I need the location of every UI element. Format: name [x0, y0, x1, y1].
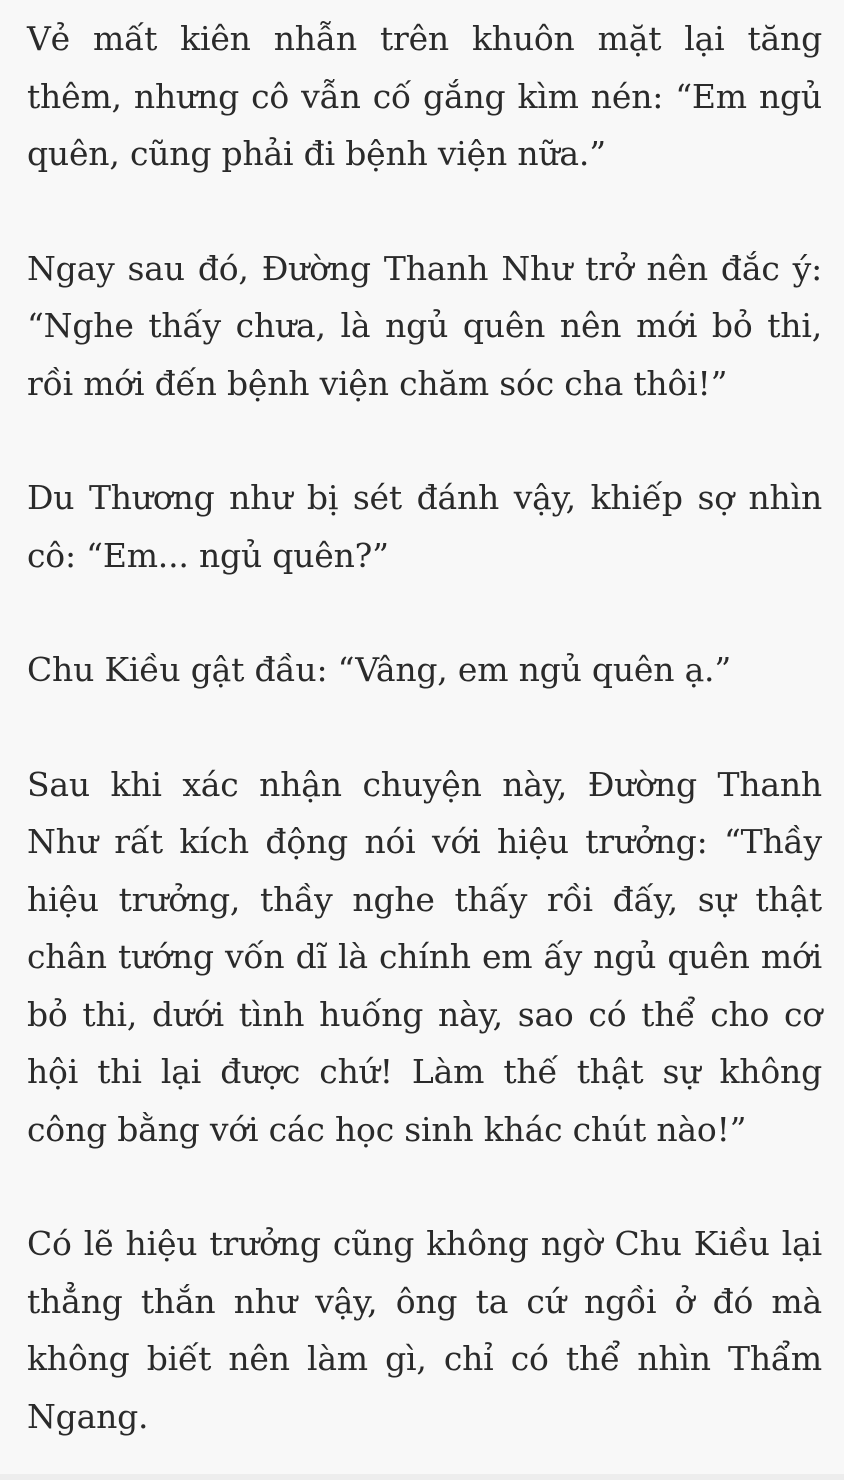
paragraph-3: Du Thương như bị sét đánh vậy, khiếp sợ nhìn cô: “Em... ngủ quên?”: [27, 478, 822, 575]
paragraph-4: Chu Kiều gật đầu: “Vâng, em ngủ quên ạ.”: [27, 650, 731, 689]
paragraph-5: Sau khi xác nhận chuyện này, Đường Thanh Như rất kích động nói với hiệu trưởng: “Thầy hiệu trưởng, thầy nghe thấy rồi đấy, sự thật chân tướng vốn dĩ là chính em ấy ngủ quên mới bỏ thi, dưới tình huống này, sao có thể cho cơ hội thi lại được chứ! Làm thế thật sự không công bằng với các học sinh khác chút nào!”: [27, 764, 822, 1149]
paragraph-1: Vẻ mất kiên nhẫn trên khuôn mặt lại tăng thêm, nhưng cô vẫn cố gắng kìm nén: “Em ngủ quên, cũng phải đi bệnh viện nữa.”: [27, 19, 822, 173]
paragraph-6: Có lẽ hiệu trưởng cũng không ngờ Chu Kiều lại thẳng thắn như vậy, ông ta cứ ngồi ở đó mà không biết nên làm gì, chỉ có thể nhìn Thẩm Ngang.: [27, 1224, 822, 1436]
bottom-edge-divider: [0, 1474, 844, 1480]
paragraph-2: Ngay sau đó, Đường Thanh Như trở nên đắc ý: “Nghe thấy chưa, là ngủ quên nên mới bỏ thi, rồi mới đến bệnh viện chăm sóc cha thôi!”: [27, 248, 822, 403]
